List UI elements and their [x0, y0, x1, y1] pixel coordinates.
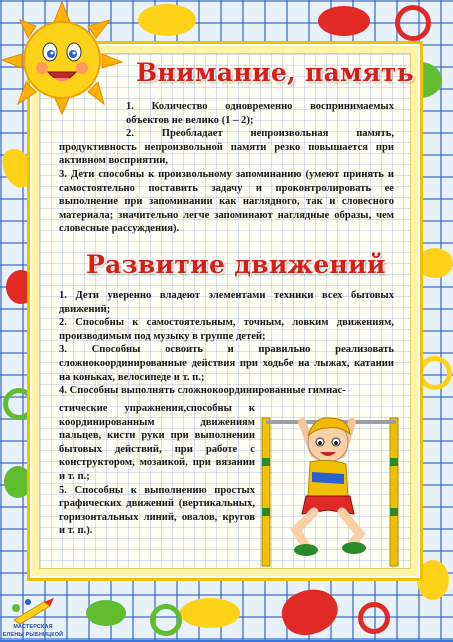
memory-item-2 — [59, 127, 394, 168]
movement-item-1: 1. Дети уверенно владеют элементами техники всех бытовых движений; — [59, 290, 394, 315]
paint-blot-green — [86, 600, 126, 626]
paint-blot-red — [318, 6, 370, 36]
ring-red — [358, 602, 390, 634]
pencil-logo-icon — [0, 596, 66, 624]
paint-blot-yellow — [138, 4, 196, 36]
memory-item-3-text: 3. Дети способны к произвольному запоминанию (умеют принять и самостоятельно поставить задачу и проконтролировать ее выполнение при запоминании как наглядного, так и словесного материала; значительно легче запоминают наглядные образы, чем словесные рассуждения). — [59, 169, 394, 235]
sun-icon — [0, 0, 125, 115]
movement-item-3: 3. Способны освоить и правильно реализовать сложнокоординированные действия при ходьбе на лыжах, катании на коньках, велосипеде и т. п.; — [59, 344, 394, 383]
memory-item-2-text: 2. Преобладает непроизвольная память, продуктивность непроизвольной памяти резко повышается при активном восприятии, — [59, 128, 394, 167]
movement-item-4: 4. Способны выполнять сложнокоординированные гимнас- — [59, 385, 346, 397]
ring-yellow — [418, 356, 452, 390]
ring-red — [395, 5, 431, 41]
memory-item-1: 1. Количество одновременно воспринимаемых объектов не велико (1 – 2); — [126, 101, 394, 126]
movement-list-continued — [59, 402, 255, 538]
ring-green — [150, 604, 182, 636]
movement-item-2: 2. Способны к самостоятельным, точным, ловким движениям, производимым под музыку в группе детей; — [59, 317, 394, 342]
section-title-memory: Внимание, память — [136, 58, 414, 87]
child-on-bar-illustration — [256, 388, 416, 568]
watermark-line-2: ЕЛЕНЫ РЫБНИЦКОЙ — [2, 632, 64, 638]
movement-item-4-cont: стические упражнения,способны к координированным движениям пальцев, кисти руки при выполнении бытовых действий, при работе с конструктором, мозаикой, при вязании и т. п.; — [59, 403, 255, 482]
memory-item-3 — [59, 168, 394, 236]
section-title-movement: Развитие движений — [86, 250, 386, 279]
watermark-logo — [0, 596, 66, 640]
movement-item-5: 5. Способны к выполнению простых графических движений (вертикальных, горизонтальных линий, овалов, кругов и т. п.). — [59, 484, 255, 537]
watermark-line-1: МАСТЕРСКАЯ — [13, 624, 53, 630]
paint-blot-yellow — [180, 598, 240, 628]
movement-list — [59, 289, 394, 398]
